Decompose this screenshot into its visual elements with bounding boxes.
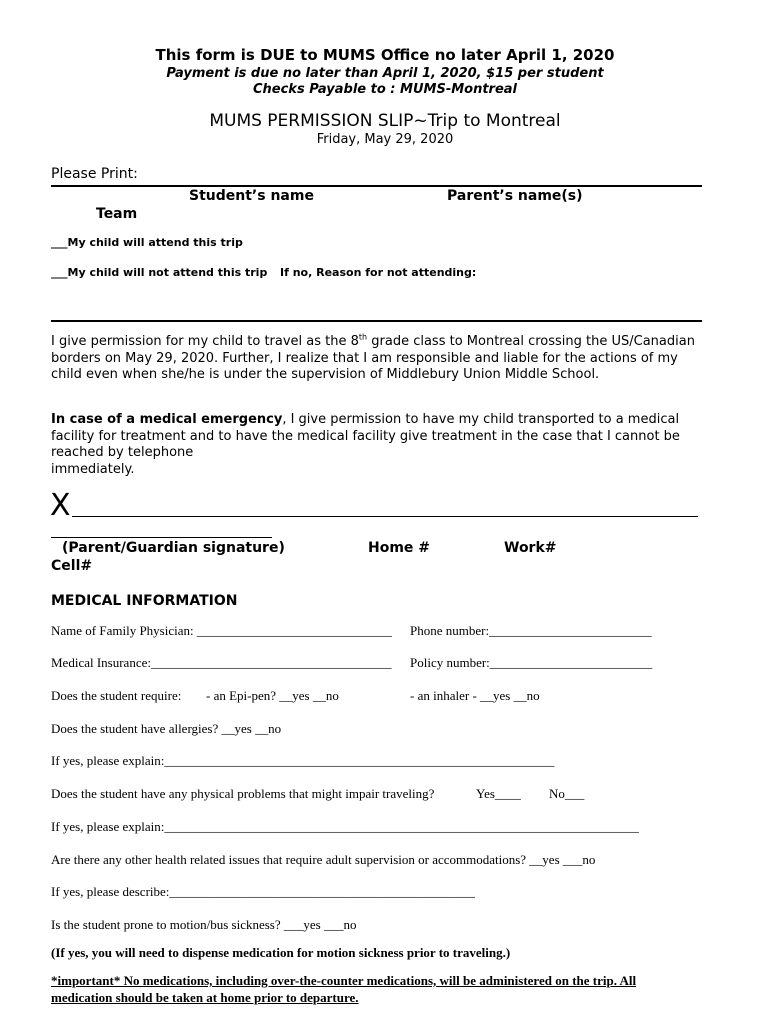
important-note-line2: medication should be taken at home prior to departure.: [51, 990, 359, 1005]
insurance-field[interactable]: Medical Insurance:_____________________________________: [51, 655, 392, 670]
will-not-attend-option[interactable]: ___My child will not attend this trip: [51, 266, 268, 279]
medical-emergency-paragraph: In case of a medical emergency, I give permission to have my child transported to a medical facility for treatment and to have the medical facility give treatment in the case that I cannot be reached by telephone immediately.: [51, 412, 680, 477]
home-phone-label: Home #: [368, 540, 431, 556]
allergies-explain-field[interactable]: If yes, please explain:____________________________________________________________: [51, 753, 555, 768]
will-attend-option[interactable]: ___My child will attend this trip: [51, 236, 243, 249]
parents-name-label: Parent’s name(s): [447, 188, 583, 204]
policy-number-field[interactable]: Policy number:_________________________: [410, 655, 653, 670]
divider-middle: [51, 320, 702, 322]
please-print-label: Please Print:: [51, 166, 138, 182]
signature-x-mark: X: [50, 488, 71, 523]
permission-paragraph: I give permission for my child to travel as the 8th grade class to Montreal crossing the US/Canadian borders on May 29, 2020. Further, I realize that I am responsible and liable for the actions of my child even when she/he is under the supervision of Middlebury Union Middle School.: [51, 332, 695, 382]
important-note-line1: *important* No medications, including over-the-counter medications, will be administered on the trip. All: [51, 973, 637, 988]
due-notice: This form is DUE to MUMS Office no later April 1, 2020: [155, 46, 615, 64]
physical-yes-option[interactable]: Yes____: [476, 786, 521, 801]
team-label: Team: [96, 206, 138, 222]
motion-sickness-question[interactable]: Is the student prone to motion/bus sickness? ___yes ___no: [51, 917, 357, 932]
physical-no-option[interactable]: No___: [549, 786, 585, 801]
epipen-option[interactable]: - an Epi-pen? __yes __no: [206, 688, 339, 703]
health-describe-field[interactable]: If yes, please describe:_______________________________________________: [51, 884, 475, 899]
form-title: MUMS PERMISSION SLIP~Trip to Montreal: [209, 111, 561, 131]
reason-label: If no, Reason for not attending:: [280, 266, 477, 279]
students-name-label: Student’s name: [189, 188, 314, 204]
physical-problems-question: Does the student have any physical problems that might impair traveling?: [51, 786, 435, 801]
cell-phone-label: Cell#: [51, 558, 93, 574]
work-phone-label: Work#: [504, 540, 557, 556]
allergies-question[interactable]: Does the student have allergies? __yes __no: [51, 721, 282, 736]
inhaler-option[interactable]: - an inhaler - __yes __no: [410, 688, 540, 703]
checks-payable-notice: Checks Payable to : MUMS-Montreal: [252, 82, 518, 97]
payment-notice: Payment is due no later than April 1, 2020, $15 per student: [166, 66, 604, 81]
parent-signature-label: (Parent/Guardian signature): [62, 540, 285, 556]
physician-phone-field[interactable]: Phone number:_________________________: [410, 623, 652, 638]
motion-sickness-note: (If yes, you will need to dispense medication for motion sickness prior to traveling.): [51, 945, 511, 960]
physical-explain-field[interactable]: If yes, please explain:_________________________________________________________________________: [51, 819, 639, 834]
health-issues-question[interactable]: Are there any other health related issues that require adult supervision or accommodations? __yes ___no: [51, 852, 596, 867]
medical-info-heading: MEDICAL INFORMATION: [51, 593, 238, 609]
signature-line-continued: [51, 537, 272, 538]
divider-top: [51, 185, 702, 187]
signature-line[interactable]: [72, 516, 698, 517]
physician-field[interactable]: Name of Family Physician: ______________________________: [51, 623, 392, 638]
trip-date: Friday, May 29, 2020: [316, 132, 454, 147]
require-question: Does the student require:: [51, 688, 182, 703]
